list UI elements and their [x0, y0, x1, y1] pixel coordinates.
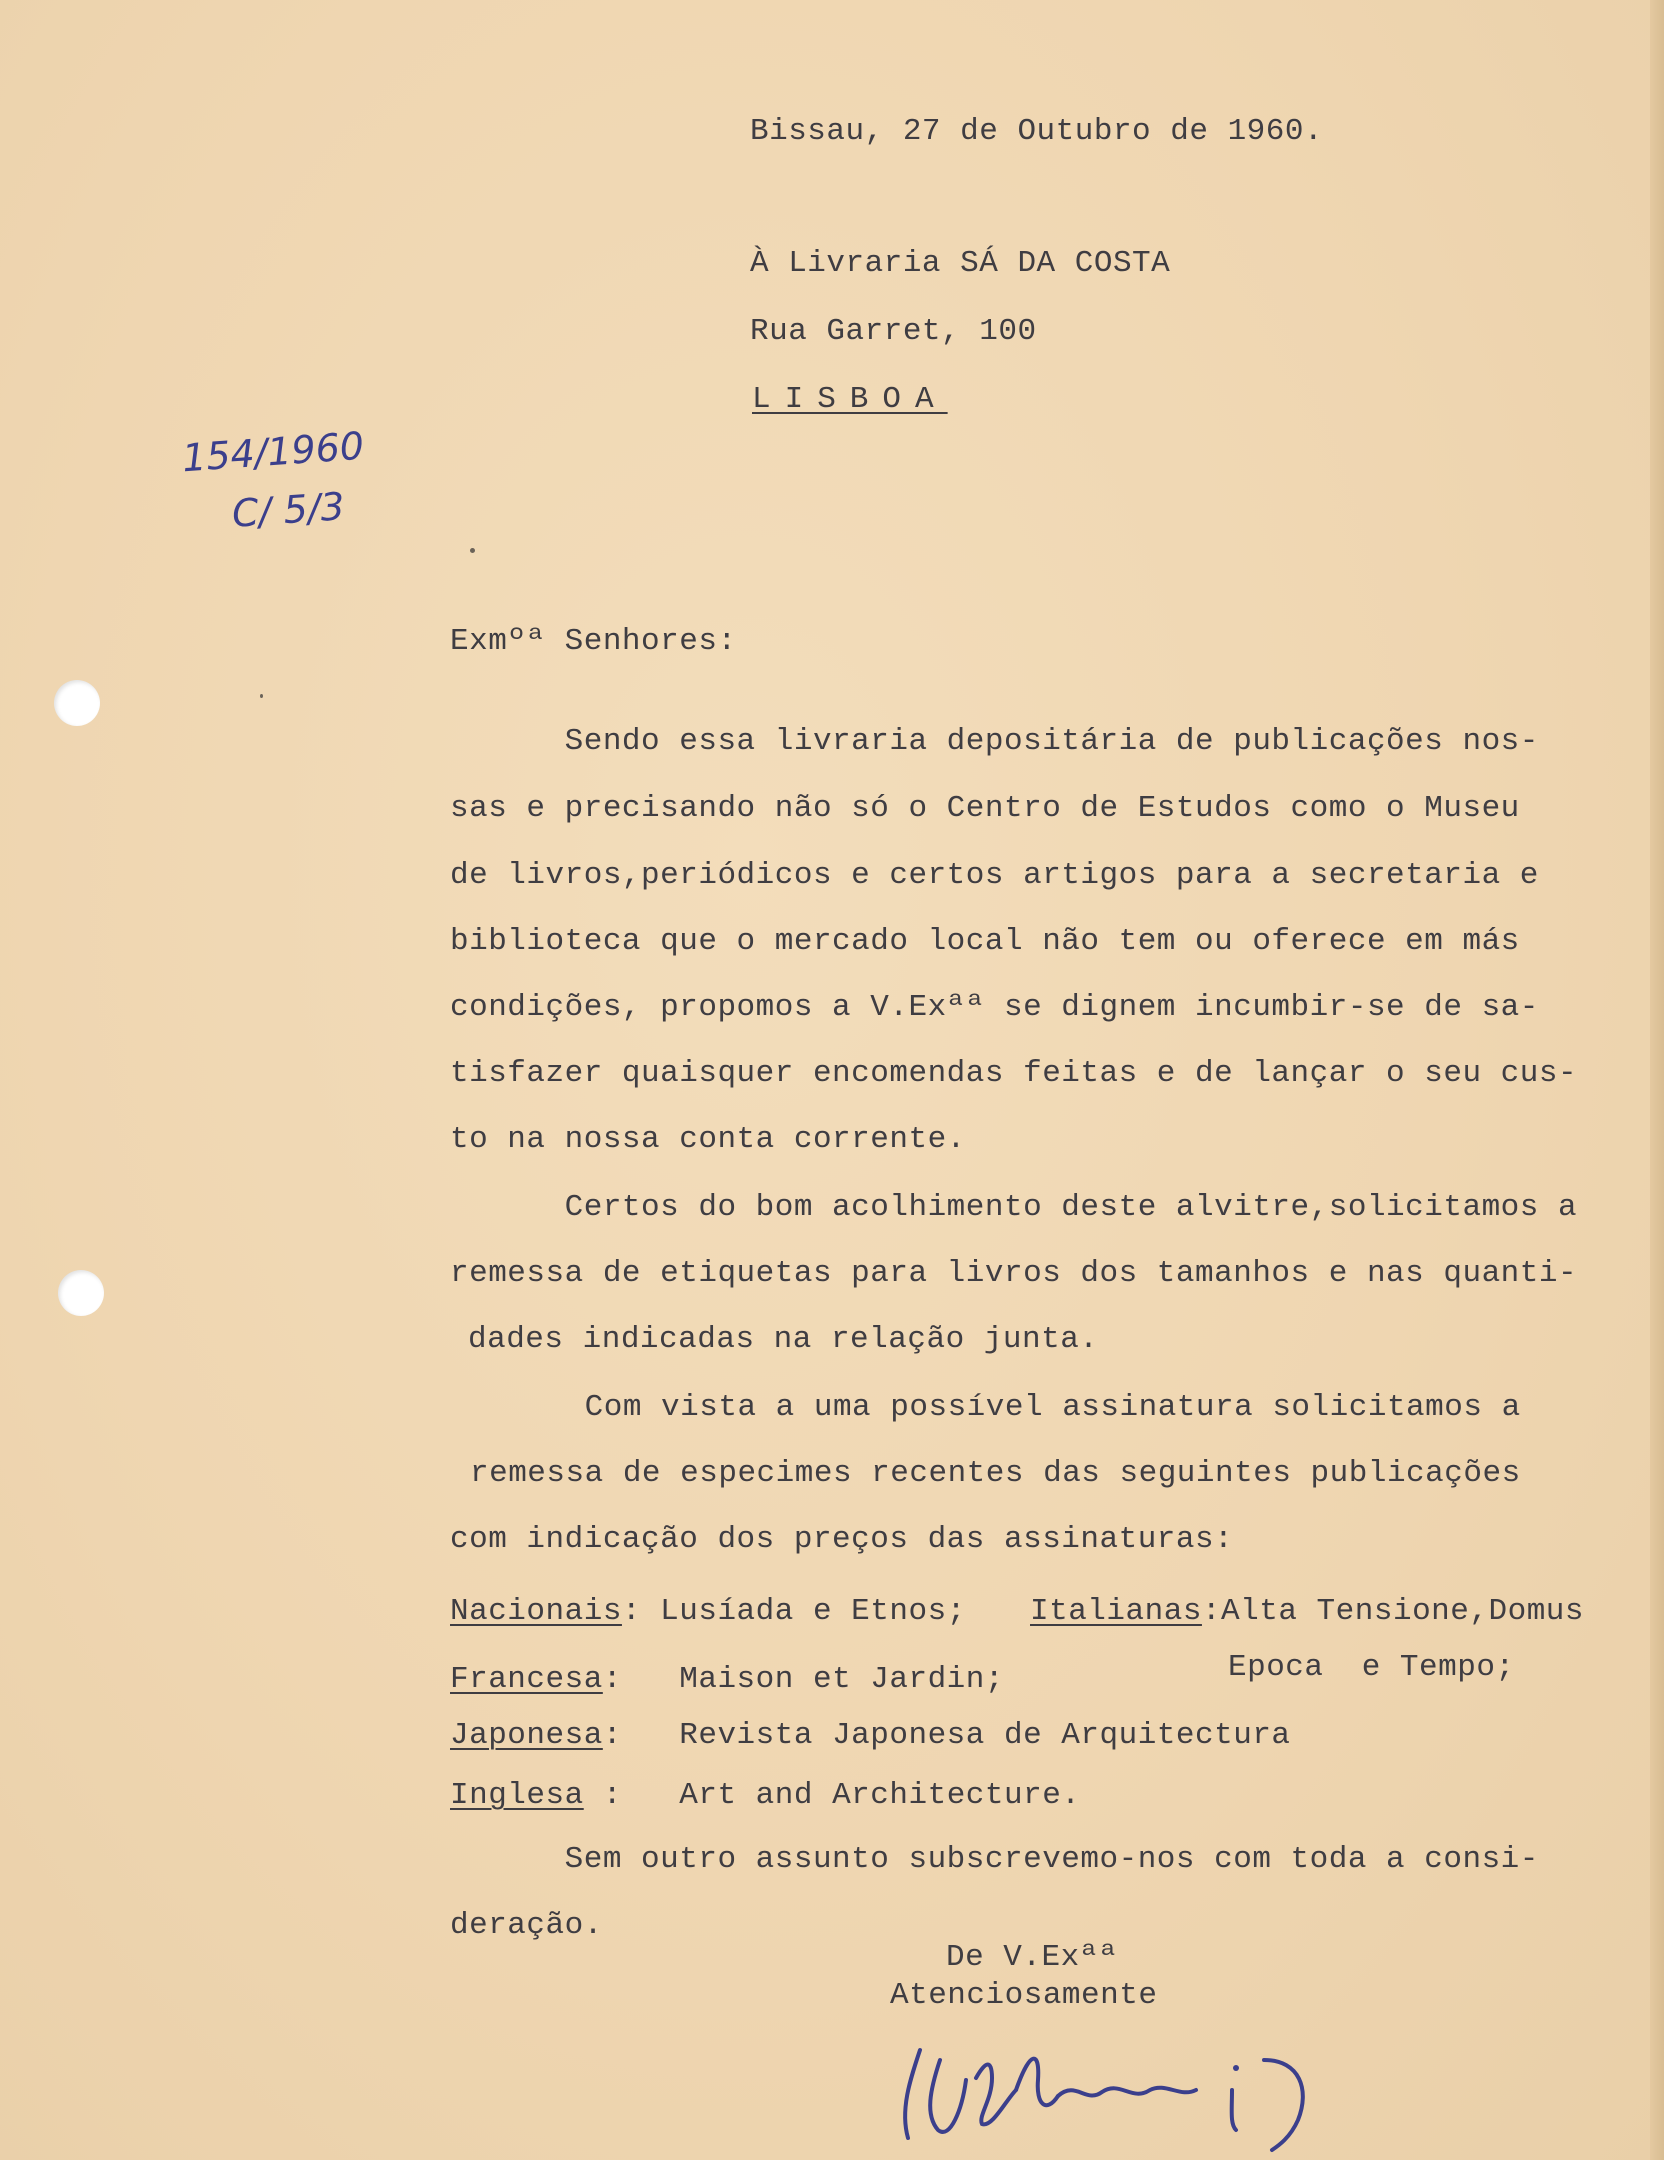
label-italianas: Italianas — [1030, 1594, 1202, 1629]
body-line: to na nossa conta corrente. — [450, 1122, 966, 1157]
body-line: condições, propomos a V.Exªª se dignem incumbir-se de sa- — [450, 990, 1539, 1025]
recipient-name: À Livraria SÁ DA COSTA — [750, 246, 1171, 281]
value-japonesa: : Revista Japonesa de Arquitectura — [602, 1718, 1291, 1753]
label-japonesa: Japonesa — [450, 1718, 603, 1753]
ink-speck — [470, 548, 475, 553]
body-line: biblioteca que o mercado local não tem ou oferece em más — [450, 924, 1520, 959]
publications-nacionais — [450, 1592, 966, 1632]
label-francesa: Francesa — [450, 1662, 603, 1697]
value-nacionais: : Lusíada e Etnos; — [621, 1594, 966, 1629]
label-inglesa: Inglesa — [450, 1778, 584, 1813]
handwritten-reference-code: C/ 5/3 — [230, 484, 346, 536]
publications-italianas — [1030, 1592, 1584, 1632]
publications-inglesa — [450, 1776, 1080, 1816]
body-line: Sendo essa livraria depositária de publicações nos- — [450, 724, 1539, 759]
recipient-city: LISBOA — [752, 382, 948, 417]
handwritten-reference-number: 154/1960 — [180, 423, 366, 481]
label-nacionais: Nacionais — [450, 1594, 622, 1629]
paper-edge — [1650, 0, 1664, 2160]
value-francesa: : Maison et Jardin; — [602, 1662, 1004, 1697]
body-line: remessa de especimes recentes das seguintes publicações — [470, 1456, 1521, 1491]
recipient-street: Rua Garret, 100 — [750, 314, 1037, 349]
closing-line: deração. — [450, 1908, 603, 1943]
punch-hole-bottom — [58, 1270, 104, 1316]
closing-line: Sem outro assunto subscrevemo-nos com toda a consi- — [450, 1842, 1539, 1877]
signoff-de: De V.Exªª — [946, 1940, 1118, 1975]
body-line: remessa de etiquetas para livros dos tamanhos e nas quanti- — [450, 1256, 1578, 1291]
publications-francesa — [450, 1660, 1004, 1700]
body-line: Com vista a uma possível assinatura solicitamos a — [470, 1390, 1521, 1425]
date-line: Bissau, 27 de Outubro de 1960. — [750, 114, 1324, 149]
body-line: dades indicadas na relação junta. — [468, 1322, 1099, 1357]
signature — [880, 2020, 1340, 2160]
publications-japonesa — [450, 1716, 1291, 1756]
signoff-atenciosamente: Atenciosamente — [890, 1978, 1158, 2013]
salutation: Exmºª Senhores: — [450, 624, 737, 659]
body-line: sas e precisando não só o Centro de Estudos como o Museu — [450, 791, 1520, 826]
body-line: com indicação dos preços das assinaturas: — [450, 1522, 1234, 1557]
value-italianas: :Alta Tensione,Domus — [1201, 1594, 1584, 1629]
value-inglesa: : Art and Architecture. — [583, 1778, 1081, 1813]
punch-hole-top — [54, 680, 100, 726]
body-line: de livros,periódicos e certos artigos para a secretaria e — [450, 858, 1539, 893]
ink-speck — [260, 694, 263, 698]
body-line: tisfazer quaisquer encomendas feitas e de lançar o seu cus- — [450, 1056, 1578, 1091]
body-line: Certos do bom acolhimento deste alvitre,solicitamos a — [450, 1190, 1578, 1225]
publications-italianas-cont: Epoca e Tempo; — [1228, 1650, 1515, 1685]
